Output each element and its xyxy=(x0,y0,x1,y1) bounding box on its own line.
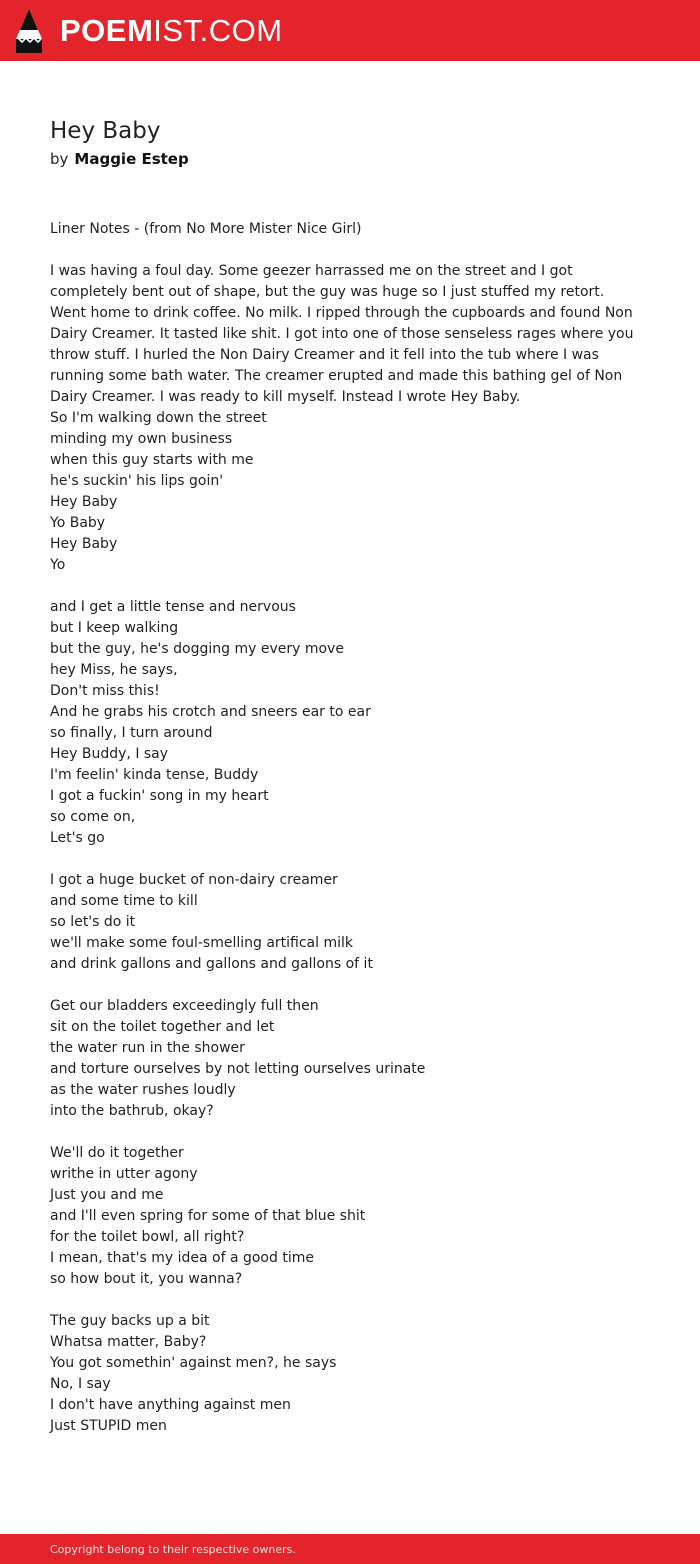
poem-line: so finally, I turn around xyxy=(50,725,213,741)
poem-line: Just you and me xyxy=(50,1187,164,1203)
by-label: by xyxy=(50,150,69,168)
site-footer xyxy=(0,1534,700,1564)
poem-line: but the guy, he's dogging my every move xyxy=(50,641,344,657)
poem-line: Whatsa matter, Baby? xyxy=(50,1334,207,1350)
poem-line: Hey Baby xyxy=(50,536,118,552)
poem-line: Hey Buddy, I say xyxy=(50,746,169,762)
site-logo[interactable] xyxy=(16,8,283,54)
poem-line: You got somethin' against men?, he says xyxy=(50,1355,337,1371)
poem-title: Hey Baby xyxy=(50,118,161,144)
poem-line: And he grabs his crotch and sneers ear to ear xyxy=(50,704,371,720)
poem-line: when this guy starts with me xyxy=(50,452,254,468)
poem-line: Yo xyxy=(50,557,66,573)
site-header xyxy=(0,0,700,61)
site-logo-text xyxy=(60,9,283,53)
logo-bold-part: POEM xyxy=(60,13,154,48)
copyright-text: Copyright belong to their respective owners. xyxy=(50,1543,296,1556)
poem-line: so come on, xyxy=(50,809,136,825)
poem-line: so how bout it, you wanna? xyxy=(50,1271,243,1287)
poem-line: and I get a little tense and nervous xyxy=(50,599,296,615)
blank-line xyxy=(50,240,640,261)
poem-body xyxy=(50,219,640,1437)
poem-line: the water run in the shower xyxy=(50,1040,245,1056)
poem-line: I got a fuckin' song in my heart xyxy=(50,788,269,804)
poem-line: as the water rushes loudly xyxy=(50,1082,236,1098)
byline xyxy=(50,149,189,169)
poem-line: Let's go xyxy=(50,830,105,846)
poem-line: Get our bladders exceedingly full then xyxy=(50,998,319,1014)
poem-line: I'm feelin' kinda tense, Buddy xyxy=(50,767,259,783)
poem-line: into the bathrub, okay? xyxy=(50,1103,214,1119)
poem-line: I mean, that's my idea of a good time xyxy=(50,1250,314,1266)
poem-line: We'll do it together xyxy=(50,1145,184,1161)
poem-line: Don't miss this! xyxy=(50,683,160,699)
poem-line: sit on the toilet together and let xyxy=(50,1019,275,1035)
poem-line: I got a huge bucket of non-dairy creamer xyxy=(50,872,338,888)
author-link[interactable]: Maggie Estep xyxy=(74,150,189,168)
blank-line xyxy=(50,576,640,597)
intro-paragraph xyxy=(50,261,640,408)
poem-line: so let's do it xyxy=(50,914,136,930)
poem-line: but I keep walking xyxy=(50,620,179,636)
poem-line: for the toilet bowl, all right? xyxy=(50,1229,245,1245)
poem-line: Just STUPID men xyxy=(50,1418,167,1434)
poem-lines xyxy=(50,408,640,1437)
blank-line xyxy=(50,975,640,996)
poem-line: The guy backs up a bit xyxy=(50,1313,210,1329)
liner-notes: Liner Notes - (from No More Mister Nice Girl) xyxy=(50,221,362,237)
logo-thin-part: IST.COM xyxy=(153,13,283,48)
poem-line: hey Miss, he says, xyxy=(50,662,178,678)
poem-line: he's suckin' his lips goin' xyxy=(50,473,224,489)
poem-line: Yo Baby xyxy=(50,515,106,531)
poem-line: No, I say xyxy=(50,1376,111,1392)
intro-text: I was having a foul day. Some geezer harrassed me on the street and I got completely bent out of shape, but the guy was huge so I just stuffed my retort. Went home to drink coffee. No milk. I ripped through the cupboards and found Non Dairy Creamer. It tasted like shit. I got into one of those senseless rages where you throw stuff. I hurled the Non Dairy Creamer and it fell into the tub where I was running some bath water. The creamer erupted and made this bathing gel of Non Dairy Creamer. I was ready to kill myself. Instead I wrote Hey Baby. xyxy=(50,263,634,405)
poem-line: minding my own business xyxy=(50,431,233,447)
blank-line xyxy=(50,1290,640,1311)
poem-line: Hey Baby xyxy=(50,494,118,510)
poem-line: So I'm walking down the street xyxy=(50,410,267,426)
poem-line: we'll make some foul-smelling artifical milk xyxy=(50,935,353,951)
pencil-tip-icon xyxy=(16,9,42,53)
poem-line: writhe in utter agony xyxy=(50,1166,198,1182)
poem-line: and I'll even spring for some of that blue shit xyxy=(50,1208,366,1224)
blank-line xyxy=(50,849,640,870)
poem-line: and torture ourselves by not letting ourselves urinate xyxy=(50,1061,426,1077)
poem-line: and some time to kill xyxy=(50,893,198,909)
blank-line xyxy=(50,1122,640,1143)
poem-line: and drink gallons and gallons and gallons of it xyxy=(50,956,373,972)
poem-line: I don't have anything against men xyxy=(50,1397,291,1413)
